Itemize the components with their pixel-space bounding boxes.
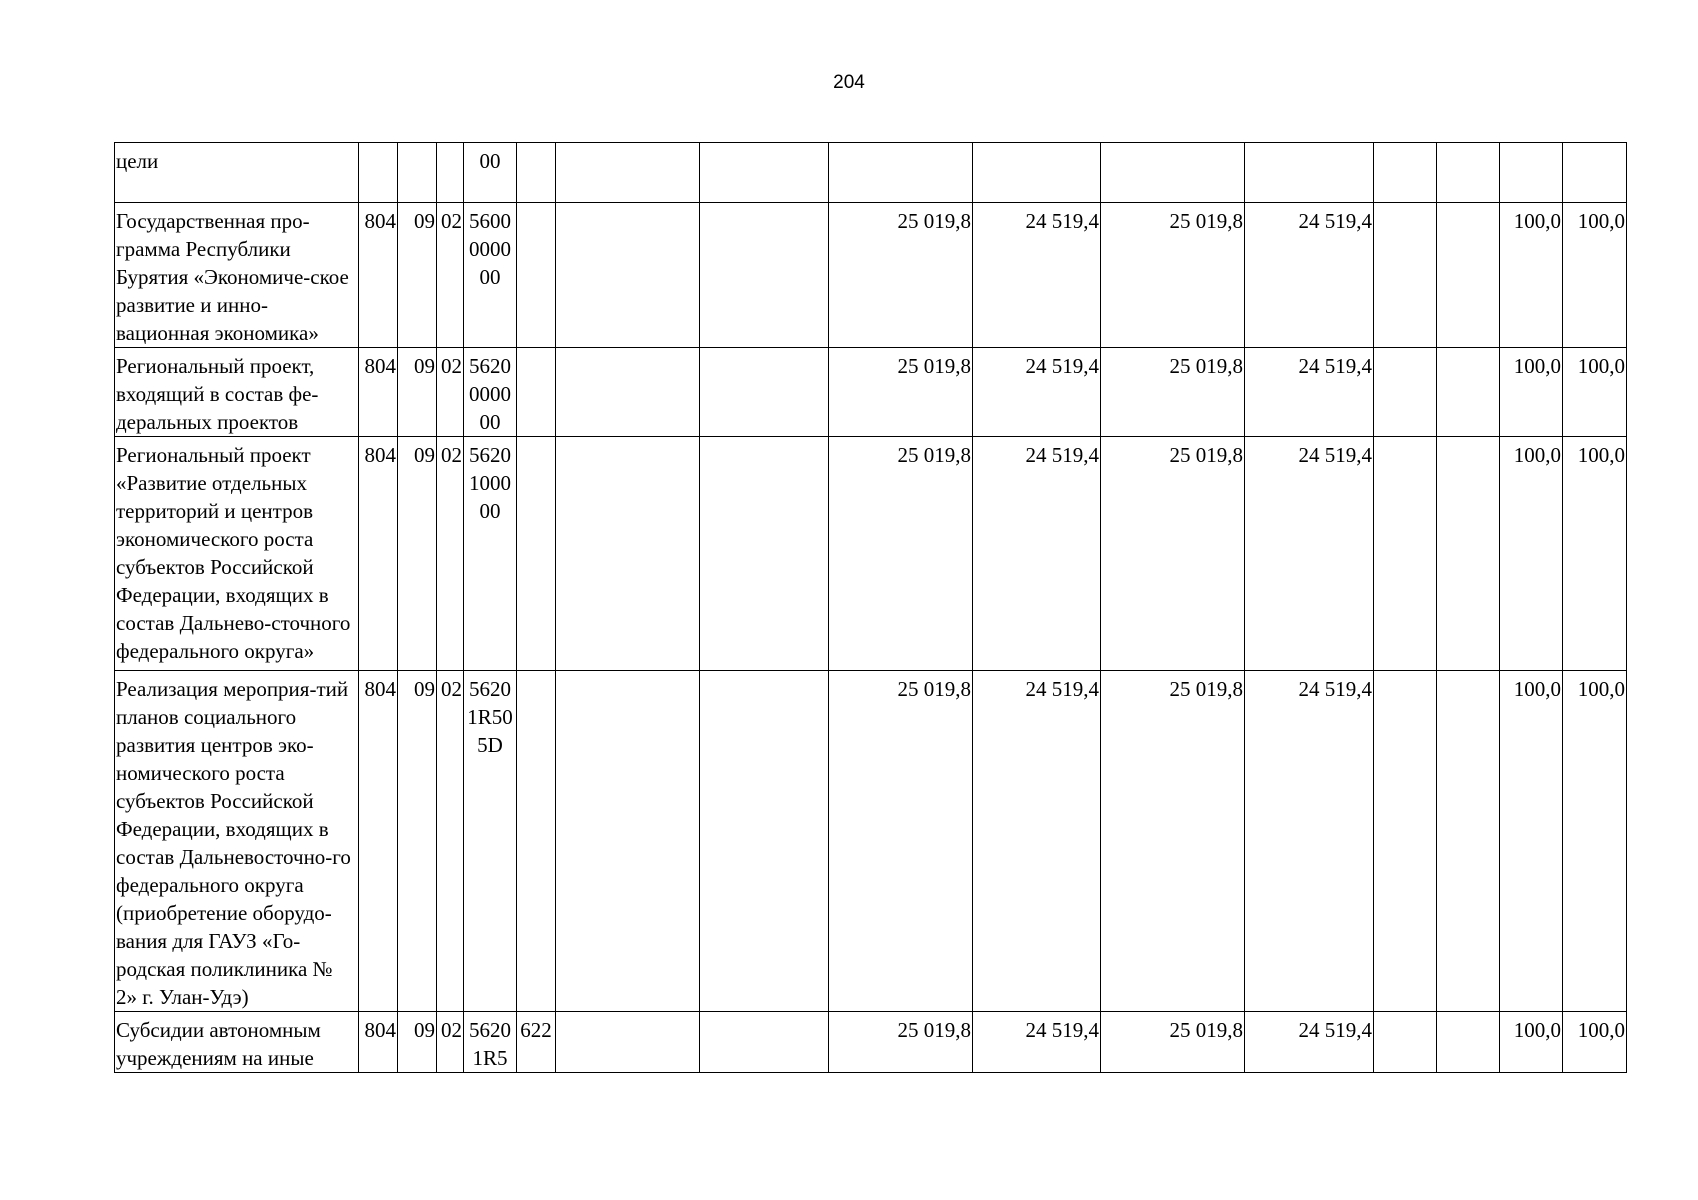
amount-cell-4 [973,143,1101,203]
section-code-cell: 09 [398,203,437,348]
amount-cell-3 [829,143,973,203]
amount-cell-4: 24 519,4 [973,1012,1101,1073]
section-code-cell: 09 [398,437,437,671]
subsection-code-cell [437,143,464,203]
target-article-code-cell: 56201R505D [464,671,517,1012]
table-row [115,1012,1627,1073]
amount-cell-8 [1437,143,1500,203]
percent-cell-1: 100,0 [1500,348,1563,437]
amount-cell-4: 24 519,4 [973,203,1101,348]
amount-cell-4: 24 519,4 [973,348,1101,437]
amount-cell-6: 24 519,4 [1245,348,1374,437]
amount-cell-6: 24 519,4 [1245,671,1374,1012]
table-row [115,348,1627,437]
table-row [115,437,1627,671]
table-row [115,203,1627,348]
amount-cell-2 [700,1012,829,1073]
expense-type-code-cell [517,671,556,1012]
amount-cell-2 [700,437,829,671]
row-name-cell: Реализация мероприя-тий планов социального развития центров эко-номического роста субъектов Российской Федерации, входящих в состав Дальневосточно-го федерального округа (приобретение оборудо-вания для ГАУЗ «Го-родская поликлиника № 2» г. Улан-Удэ) [115,671,359,1012]
target-article-code-cell: 5620100000 [464,437,517,671]
amount-cell-1 [556,671,700,1012]
amount-cell-7 [1374,437,1437,671]
amount-cell-5: 25 019,8 [1101,437,1245,671]
row-name-cell: цели [115,143,359,203]
amount-cell-8 [1437,348,1500,437]
percent-cell-2 [1563,143,1627,203]
amount-cell-7 [1374,348,1437,437]
subsection-code-cell: 02 [437,437,464,671]
percent-cell-2: 100,0 [1563,1012,1627,1073]
amount-cell-7 [1374,203,1437,348]
ved-code-cell [359,143,398,203]
amount-cell-8 [1437,203,1500,348]
amount-cell-1 [556,1012,700,1073]
amount-cell-6: 24 519,4 [1245,203,1374,348]
amount-cell-6: 24 519,4 [1245,1012,1374,1073]
amount-cell-4: 24 519,4 [973,671,1101,1012]
budget-table [114,142,1627,1073]
percent-cell-1: 100,0 [1500,671,1563,1012]
amount-cell-4: 24 519,4 [973,437,1101,671]
target-article-code-cell: 00 [464,143,517,203]
section-code-cell [398,143,437,203]
expense-type-code-cell [517,143,556,203]
percent-cell-2: 100,0 [1563,203,1627,348]
section-code-cell: 09 [398,348,437,437]
amount-cell-3: 25 019,8 [829,348,973,437]
percent-cell-2: 100,0 [1563,671,1627,1012]
row-name-cell: Субсидии автономным учреждениям на иные [115,1012,359,1073]
section-code-cell: 09 [398,671,437,1012]
amount-cell-1 [556,437,700,671]
amount-cell-1 [556,143,700,203]
percent-cell-1: 100,0 [1500,1012,1563,1073]
expense-type-code-cell [517,437,556,671]
amount-cell-8 [1437,671,1500,1012]
amount-cell-3: 25 019,8 [829,203,973,348]
expense-type-code-cell [517,203,556,348]
ved-code-cell: 804 [359,348,398,437]
amount-cell-5: 25 019,8 [1101,203,1245,348]
amount-cell-3: 25 019,8 [829,437,973,671]
percent-cell-2: 100,0 [1563,348,1627,437]
percent-cell-2: 100,0 [1563,437,1627,671]
amount-cell-7 [1374,1012,1437,1073]
amount-cell-7 [1374,143,1437,203]
percent-cell-1: 100,0 [1500,437,1563,671]
table-row [115,143,1627,203]
ved-code-cell: 804 [359,437,398,671]
target-article-code-cell: 5600000000 [464,203,517,348]
target-article-code-cell: 56201R5 [464,1012,517,1073]
subsection-code-cell: 02 [437,203,464,348]
amount-cell-2 [700,348,829,437]
amount-cell-5: 25 019,8 [1101,671,1245,1012]
amount-cell-8 [1437,1012,1500,1073]
amount-cell-6: 24 519,4 [1245,437,1374,671]
table-row [115,671,1627,1012]
amount-cell-3: 25 019,8 [829,1012,973,1073]
amount-cell-2 [700,143,829,203]
amount-cell-7 [1374,671,1437,1012]
amount-cell-2 [700,203,829,348]
page-number: 204 [833,72,865,93]
row-name-cell: Региональный проект, входящий в состав фе-деральных проектов [115,348,359,437]
amount-cell-5 [1101,143,1245,203]
ved-code-cell: 804 [359,203,398,348]
percent-cell-1 [1500,143,1563,203]
ved-code-cell: 804 [359,1012,398,1073]
subsection-code-cell: 02 [437,348,464,437]
amount-cell-5: 25 019,8 [1101,348,1245,437]
amount-cell-1 [556,203,700,348]
amount-cell-1 [556,348,700,437]
amount-cell-3: 25 019,8 [829,671,973,1012]
percent-cell-1: 100,0 [1500,203,1563,348]
expense-type-code-cell: 622 [517,1012,556,1073]
row-name-cell: Региональный проект «Развитие отдельных территорий и центров экономического роста субъектов Российской Федерации, входящих в состав Дальнево-сточного федерального округа» [115,437,359,671]
ved-code-cell: 804 [359,671,398,1012]
subsection-code-cell: 02 [437,671,464,1012]
amount-cell-6 [1245,143,1374,203]
subsection-code-cell: 02 [437,1012,464,1073]
amount-cell-5: 25 019,8 [1101,1012,1245,1073]
amount-cell-2 [700,671,829,1012]
section-code-cell: 09 [398,1012,437,1073]
expense-type-code-cell [517,348,556,437]
amount-cell-8 [1437,437,1500,671]
target-article-code-cell: 5620000000 [464,348,517,437]
row-name-cell: Государственная про-грамма Республики Бурятия «Экономиче-ское развитие и инно-вационная экономика» [115,203,359,348]
